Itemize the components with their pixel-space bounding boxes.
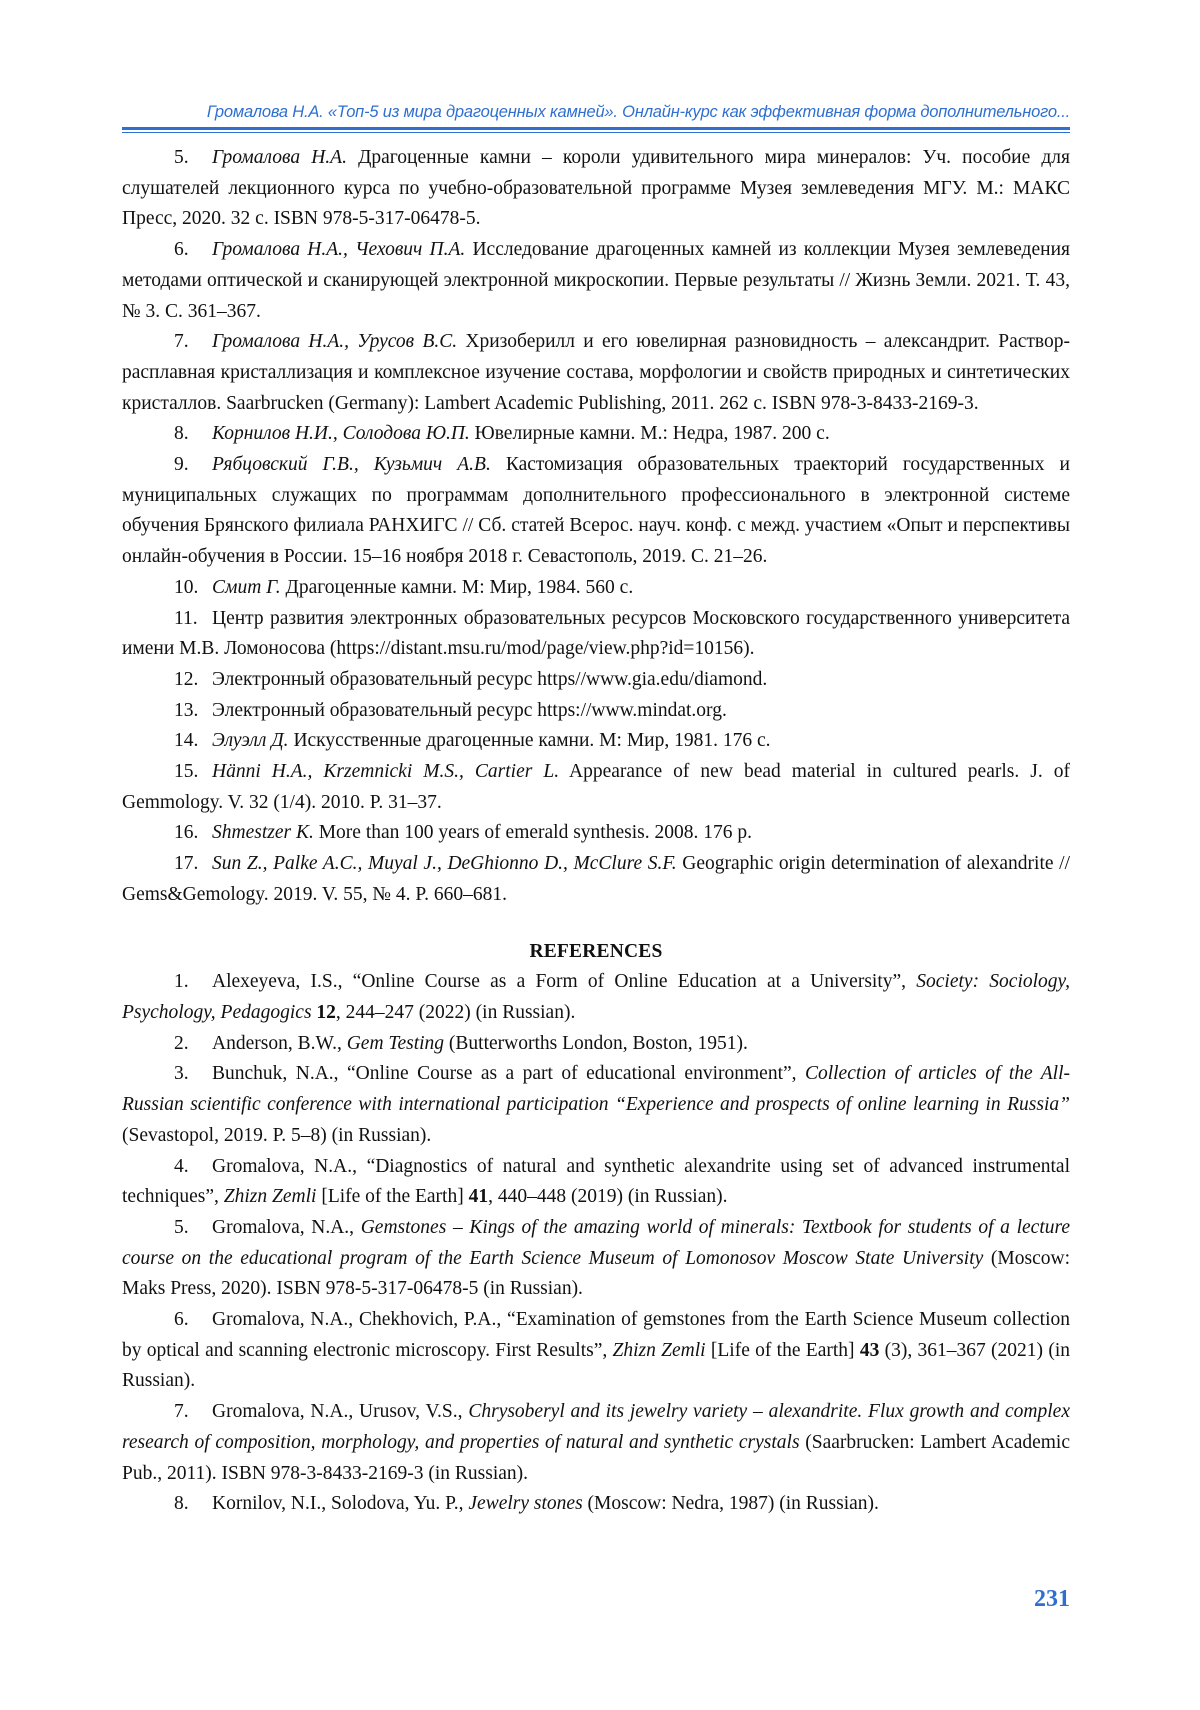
item-authors: Смит Г. bbox=[212, 576, 281, 598]
reference-item bbox=[122, 1029, 1070, 1060]
header-rule-thin bbox=[122, 132, 1070, 133]
references-list bbox=[122, 967, 1070, 1520]
item-number: 12. bbox=[174, 668, 199, 690]
item-number: 1. bbox=[174, 971, 189, 993]
literature-item bbox=[122, 849, 1070, 910]
item-number: 10. bbox=[174, 576, 199, 598]
literature-item bbox=[122, 757, 1070, 818]
literature-item bbox=[122, 818, 1070, 849]
item-text: Центр развития электронных образовательных ресурсов Московского государственного университета имени М.В. Ломоносова (https://distant.msu.ru/mod/page/view.php?id=10156). bbox=[122, 607, 1070, 660]
item-authors: Элуэлл Д. bbox=[212, 730, 289, 752]
item-italic: Chrysoberyl and its jewelry variety – alexandrite. Flux growth and complex research of composition, morphology, and properties of natural and synthetic crystals bbox=[122, 1401, 1070, 1453]
running-header: Громалова Н.А. «Топ-5 из мира драгоценных камней». Онлайн-курс как эффективная форма дополнительного... bbox=[206, 103, 1070, 121]
item-text: Кастомизация образовательных траекторий государственных и муниципальных служащих по программам дополнительного профессионального в электронной системе обучения Брянского филиала РАНХИГС // Сб. статей Всерос. науч. конф. с межд. участием «Опыт и перспективы онлайн-обучения в России. 15–16 ноября 2018 г. Севастополь, 2019. С. 21–26. bbox=[122, 454, 1070, 568]
page-number: 231 bbox=[1034, 1586, 1070, 1612]
item-text: Искусственные драгоценные камни. М: Мир, 1981. 176 с. bbox=[288, 730, 771, 752]
item-italic: Zhizn Zemli bbox=[612, 1339, 706, 1361]
item-text: Исследование драгоценных камней из коллекции Музея землеведения методами оптической и сканирующей электронной микроскопии. Первые результаты // Жизнь Земли. 2021. Т. 43, № 3. С. 361–367. bbox=[122, 239, 1070, 322]
literature-item bbox=[122, 419, 1070, 450]
item-italic: Jewelry stones bbox=[468, 1493, 583, 1515]
item-text: Appearance of new bead material in cultured pearls. J. of Gemmology. V. 32 (1/4). 2010. P. 31–37. bbox=[122, 761, 1070, 813]
item-text: Драгоценные камни – короли удивительного мира минералов: Уч. пособие для слушателей лекционного курса по учебно-образовательной программе Музея землеведения МГУ. М.: МАКС Пресс, 2020. 32 с. ISBN 978-5-317-06478-5. bbox=[122, 147, 1070, 230]
item-text: Хризоберилл и его ювелирная разновидность – александрит. Раствор-расплавная кристаллизация и комплексное изучение состава, морфологии и свойств природных и синтетических кристаллов. Saarbrucken (Germany): Lambert Academic Publishing, 2011. 262 с. ISBN 978-3-8433-2169-3. bbox=[122, 331, 1070, 414]
item-text: More than 100 years of emerald synthesis. 2008. 176 p. bbox=[313, 822, 752, 844]
literature-item bbox=[122, 726, 1070, 757]
item-number: 13. bbox=[174, 699, 199, 721]
literature-item bbox=[122, 665, 1070, 696]
item-authors: Hänni H.A., Krzemnicki M.S., Cartier L. bbox=[212, 761, 560, 783]
item-text: [Life of the Earth] bbox=[316, 1186, 469, 1208]
reference-item bbox=[122, 1397, 1070, 1489]
item-italic: Society: Sociology, Psychology, Pedagogics bbox=[122, 971, 1070, 1023]
reference-item bbox=[122, 1489, 1070, 1520]
item-text: Gromalova, N.A., bbox=[212, 1216, 361, 1238]
item-authors: Громалова Н.А., Чехович П.А. bbox=[212, 239, 466, 261]
item-text: Geographic origin determination of alexandrite // Gems&Gemology. 2019. V. 55, № 4. P. 660–681. bbox=[122, 853, 1070, 905]
item-number: 14. bbox=[174, 730, 199, 752]
item-number: 6. bbox=[174, 1309, 189, 1331]
item-number: 4. bbox=[174, 1155, 189, 1177]
item-authors: Корнилов Н.И., Солодова Ю.П. bbox=[212, 423, 470, 445]
item-authors: Рябцовский Г.В., Кузьмич А.В. bbox=[212, 454, 491, 476]
item-number: 8. bbox=[174, 1493, 189, 1515]
literature-item bbox=[122, 143, 1070, 235]
item-text: [Life of the Earth] bbox=[705, 1339, 860, 1361]
reference-item bbox=[122, 967, 1070, 1028]
item-text: Anderson, B.W., bbox=[212, 1032, 347, 1054]
item-text: (Butterworths London, Boston, 1951). bbox=[444, 1032, 748, 1054]
item-text: Gromalova, N.A., “Diagnostics of natural and synthetic alexandrite using set of advanced instrumental techniques”, bbox=[122, 1155, 1070, 1208]
body-text bbox=[122, 143, 1070, 1520]
item-text: Электронный образовательный ресурс https://www.mindat.org. bbox=[212, 699, 727, 721]
item-text: Alexeyeva, I.S., “Online Course as a Form of Online Education at a University”, bbox=[212, 971, 917, 993]
item-number: 5. bbox=[174, 147, 189, 168]
header-rule bbox=[122, 127, 1070, 130]
item-text: Gromalova, N.A., Chekhovich, P.A., “Examination of gemstones from the Earth Science Museum collection by optical and scanning electronic microscopy. First Results”, bbox=[122, 1309, 1070, 1361]
item-italic: Gem Testing bbox=[346, 1032, 445, 1054]
item-volume: 43 bbox=[859, 1339, 880, 1361]
item-number: 16. bbox=[174, 822, 199, 844]
item-authors: Shmestzer K. bbox=[212, 822, 314, 844]
item-authors: Громалова Н.А., Урусов В.С. bbox=[212, 331, 458, 353]
item-authors: Sun Z., Palke A.C., Muyal J., DeGhionno D., McClure S.F. bbox=[212, 853, 677, 875]
item-text: Электронный образовательный ресурс https//www.gia.edu/diamond. bbox=[212, 668, 768, 690]
item-text: (Moscow: Nedra, 1987) (in Russian). bbox=[582, 1493, 879, 1515]
literature-item bbox=[122, 696, 1070, 727]
item-number: 5. bbox=[174, 1216, 189, 1238]
item-number: 9. bbox=[174, 454, 189, 476]
reference-item bbox=[122, 1152, 1070, 1213]
item-authors: Громалова Н.А. bbox=[212, 147, 347, 168]
item-number: 3. bbox=[174, 1063, 189, 1085]
item-text: Драгоценные камни. М: Мир, 1984. 560 с. bbox=[280, 576, 634, 598]
item-text: Gromalova, N.A., Urusov, V.S., bbox=[212, 1401, 469, 1423]
literature-item bbox=[122, 573, 1070, 604]
literature-item bbox=[122, 327, 1070, 419]
item-text: (3), 361–367 (2021) (in Russian). bbox=[122, 1339, 1070, 1392]
item-text: (Saarbrucken: Lambert Academic Pub., 2011). ISBN 978-3-8433-2169-3 (in Russian). bbox=[122, 1431, 1070, 1484]
literature-list bbox=[122, 143, 1070, 911]
item-volume: 41 bbox=[468, 1186, 489, 1208]
item-number: 6. bbox=[174, 239, 189, 261]
item-italic: Collection of articles of the All-Russian scientific conference with international participation “Experience and prospects of online learning in Russia” bbox=[122, 1063, 1070, 1116]
item-number: 7. bbox=[174, 331, 189, 353]
reference-item bbox=[122, 1213, 1070, 1305]
item-number: 7. bbox=[174, 1401, 189, 1423]
literature-item bbox=[122, 235, 1070, 327]
references-heading: REFERENCES bbox=[529, 940, 663, 962]
item-number: 11. bbox=[174, 607, 198, 629]
item-number: 17. bbox=[174, 853, 199, 875]
item-number: 2. bbox=[174, 1032, 189, 1054]
item-number: 8. bbox=[174, 423, 189, 445]
item-text: Bunchuk, N.A., “Online Course as a part of educational environment”, bbox=[212, 1063, 805, 1085]
item-text: Ювелирные камни. М.: Недра, 1987. 200 с. bbox=[469, 423, 830, 445]
item-italic: Zhizn Zemli bbox=[223, 1186, 317, 1208]
literature-item bbox=[122, 450, 1070, 573]
item-text: (Sevastopol, 2019. P. 5–8) (in Russian). bbox=[122, 1124, 432, 1146]
reference-item bbox=[122, 1305, 1070, 1397]
item-text: Kornilov, N.I., Solodova, Yu. P., bbox=[212, 1493, 469, 1515]
reference-item bbox=[122, 1059, 1070, 1151]
item-number: 15. bbox=[174, 761, 199, 783]
item-volume: 12 bbox=[316, 1001, 336, 1023]
item-italic: Gemstones – Kings of the amazing world of minerals: Textbook for students of a lecture course on the educational program of the Earth Science Museum of Lomonosov Moscow State University bbox=[122, 1216, 1071, 1269]
literature-item bbox=[122, 604, 1070, 665]
item-text: (Moscow: Maks Press, 2020). ISBN 978-5-317-06478-5 (in Russian). bbox=[122, 1247, 1071, 1300]
item-text: , 440–448 (2019) (in Russian). bbox=[488, 1186, 728, 1208]
item-text: , 244–247 (2022) (in Russian). bbox=[335, 1001, 576, 1023]
